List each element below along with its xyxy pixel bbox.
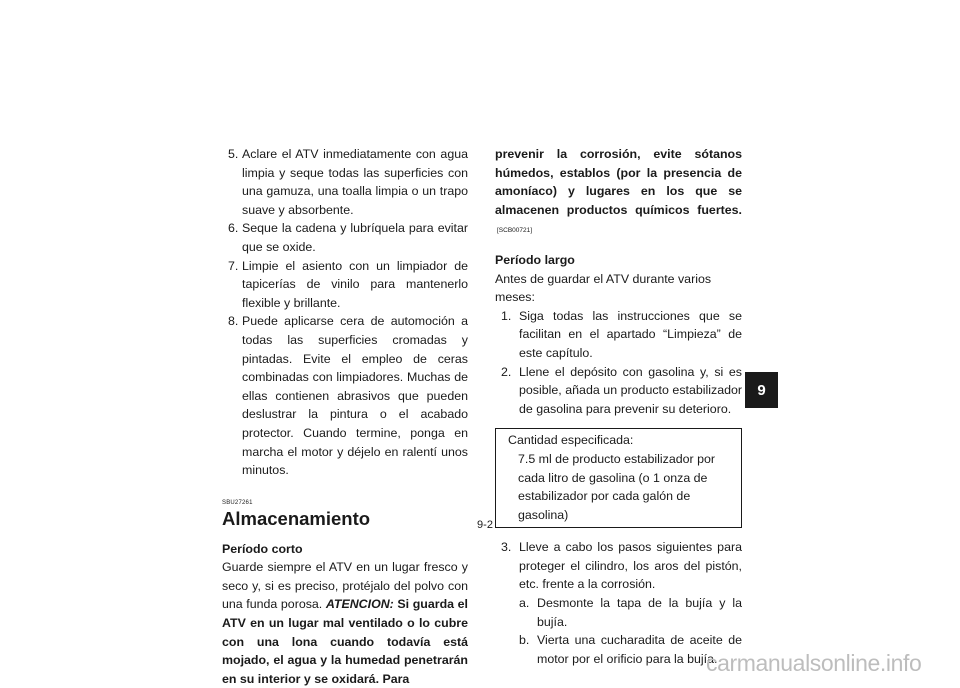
step-text: Siga todas las instrucciones que se facilitan en el apartado “Limpieza” de este capítulo. bbox=[519, 308, 742, 360]
caution-text: Si guarda el ATV en un lugar mal ventilado o lo cubre con una lona cuando todavía está mojado, el agua y la humedad penetrarán en su interior y se oxidará. Para bbox=[222, 597, 468, 686]
step-3 bbox=[495, 538, 742, 594]
caution-continued-paragraph bbox=[495, 145, 742, 241]
watermark: carmanualsonline.info bbox=[706, 650, 922, 676]
specification-box bbox=[495, 428, 742, 528]
step-number: 5. bbox=[228, 147, 239, 161]
substep-b bbox=[495, 631, 742, 668]
step-number: 3. bbox=[501, 540, 512, 555]
substep-a bbox=[495, 594, 742, 631]
caution-label: ATENCION: bbox=[325, 597, 394, 612]
step-number: 2. bbox=[501, 364, 512, 379]
step-7 bbox=[222, 257, 468, 313]
step-text: Aclare el ATV inmediatamente con agua limpia y seque todas las superficies con una gamuza, una toalla limpia o un trapo suave y absorbente. bbox=[242, 147, 468, 217]
step-number: 8. bbox=[228, 314, 239, 329]
caution-code: [SCB00721] bbox=[497, 227, 533, 235]
long-period-intro: Antes de guardar el ATV durante varios meses: bbox=[495, 271, 712, 305]
substep-letter: b. bbox=[519, 633, 530, 648]
page-number: 9-2 bbox=[477, 519, 493, 531]
substep-text: Vierta una cucharadita de aceite de motor por el orificio para la bujía. bbox=[537, 633, 742, 666]
step-text: Lleve a cabo los pasos siguientes para proteger el cilindro, los aros del pistón, etc. frente a la corrosión. bbox=[519, 540, 742, 592]
section-code: SBU27261 bbox=[222, 499, 253, 506]
step-1 bbox=[495, 307, 742, 363]
short-period-paragraph bbox=[222, 558, 468, 688]
long-period-heading: Período largo bbox=[495, 252, 575, 267]
spec-value: 7.5 ml de producto estabilizador por cada litro de gasolina (o 1 onza de estabilizador por cada galón de gasolina) bbox=[518, 451, 715, 522]
left-column bbox=[222, 145, 468, 688]
substep-letter: a. bbox=[519, 596, 530, 611]
chapter-tab: 9 bbox=[745, 372, 778, 408]
step-number: 1. bbox=[501, 308, 512, 323]
step-text: Seque la cadena y lubríquela para evitar que se oxide. bbox=[242, 221, 468, 254]
step-text: Limpie el asiento con un limpiador de tapicerías de vinilo para mantenerlo flexible y brillante. bbox=[242, 258, 468, 310]
substep-text: Desmonte la tapa de la bujía y la bujía. bbox=[537, 596, 742, 629]
step-6 bbox=[222, 219, 468, 256]
right-column bbox=[495, 145, 742, 668]
section-title: Almacenamiento bbox=[222, 507, 371, 529]
step-number: 7. bbox=[228, 258, 239, 273]
step-5 bbox=[222, 145, 468, 219]
step-text: Llene el depósito con gasolina y, si es posible, añada un producto estabilizador de gasolina para prevenir su deterioro. bbox=[519, 364, 742, 416]
step-8 bbox=[222, 312, 468, 479]
step-text: Puede aplicarse cera de automoción a todas las superficies cromadas y pintadas. Evite el empleo de ceras combinadas con limpiadores. Muchas de ellas contienen abrasivos que pueden deslustrar la pintura o el acabado protector. Cuando termine, ponga en marcha el motor y déjelo en ralentí unos minutos. bbox=[242, 314, 468, 478]
step-2 bbox=[495, 363, 742, 419]
short-period-text: Guarde siempre el ATV en un lugar fresco y seco y, si es preciso, protéjalo del polvo con una funda porosa. bbox=[222, 560, 468, 612]
short-period-heading: Período corto bbox=[222, 541, 303, 556]
caution-continued: prevenir la corrosión, evite sótanos húmedos, establos (por la presencia de amoníaco) y lugares en los que se almacenen productos químicos fuertes. bbox=[495, 147, 742, 217]
step-number: 6. bbox=[228, 221, 239, 236]
spec-label: Cantidad especificada: bbox=[508, 433, 634, 448]
